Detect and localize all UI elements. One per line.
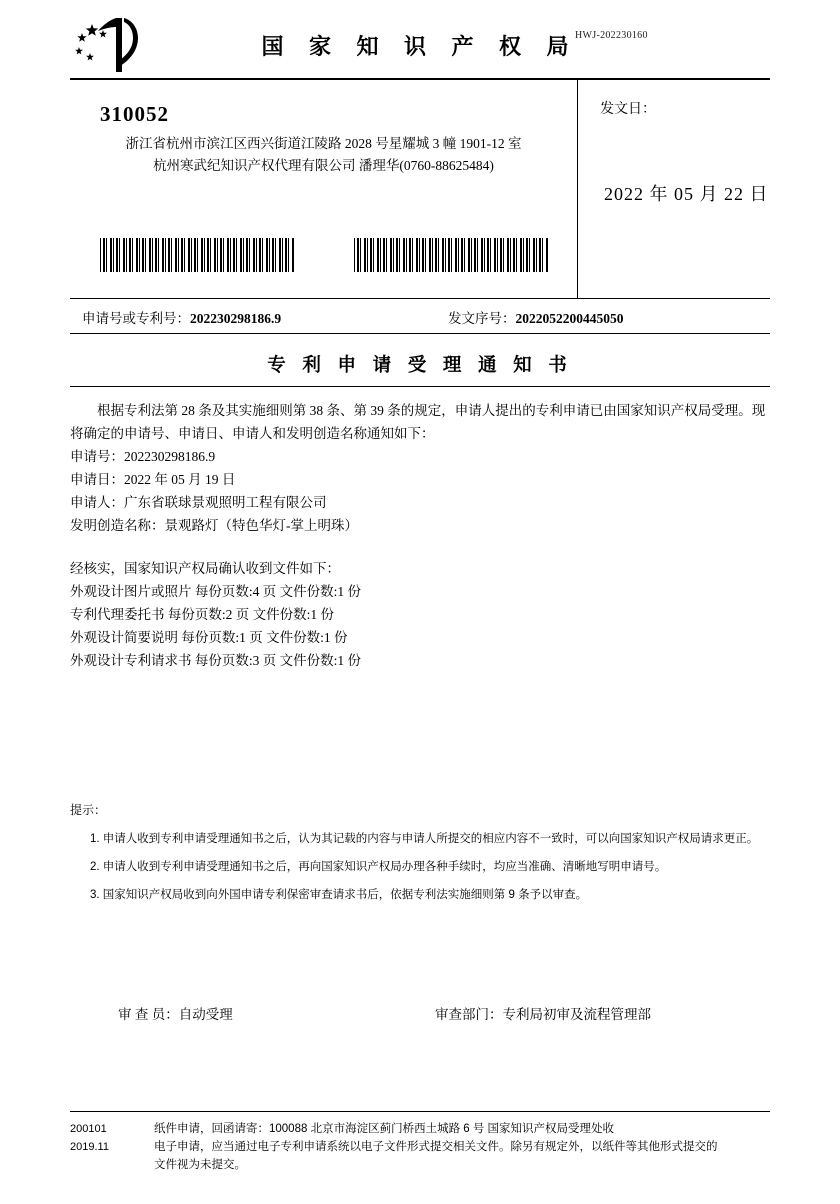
document-title: 专 利 申 请 受 理 通 知 书 [70,351,770,387]
barcode-group [70,238,578,272]
barcode-left [100,238,295,272]
application-number-label: 申请号或专利号： [82,311,190,326]
barcode-right [354,238,549,272]
body-spacer [70,537,770,557]
document-page [0,16,840,1204]
body-doc-item: 外观设计图片或照片 每份页数:4 页 文件份数:1 份 [70,584,362,599]
footer-code-1: 200101 [70,1123,107,1135]
signature-row [70,1003,770,1027]
body-paragraph-1: 根据专利法第 28 条及其实施细则第 38 条、第 39 条的规定，申请人提出的专利申请已由国家知识产权局受理。现将确定的申请号、申请日、申请人和发明创造名称通知如下： [70,403,766,441]
serial-number-field [448,307,624,327]
note-item: 2. 申请人收到专利申请受理通知书之后，再向国家知识产权局办理各种手续时，均应当准确、清晰地写明申请号。 [90,861,667,873]
footer-text-3: 文件视为未提交。 [154,1159,246,1171]
postcode: 310052 [100,102,169,126]
body-application-number: 申请号：202230298186.9 [70,449,216,464]
document-reference-code: HWJ-202230160 [575,30,648,41]
page-footer [70,1111,770,1174]
examiner-label: 审 查 员： [118,1007,179,1022]
body-application-date: 申请日：2022 年 05 月 19 日 [70,472,236,487]
footer-text-2: 电子申请，应当通过电子专利申请系统以电子文件形式提交相关文件。除另有规定外，以纸件等其他形式提交的 [154,1141,718,1153]
numbers-row [70,299,770,334]
note-item: 3. 国家知识产权局收到向外国申请专利保密审查请求书后，依据专利法实施细则第 9 条予以审查。 [90,889,588,901]
send-date-label: 发文日： [600,102,656,117]
notes-label: 提示： [70,803,107,817]
footer-text-1: 纸件申请，回函请寄：100088 北京市海淀区蓟门桥西土城路 6 号 国家知识产权局受理处收 [154,1123,615,1135]
body-invention-title: 发明创造名称：景观路灯（特色华灯-掌上明珠） [70,518,358,533]
body-applicant: 申请人：广东省联球景观照明工程有限公司 [70,495,327,510]
examiner-value: 自动受理 [178,1007,233,1022]
examiner-field [118,1003,233,1023]
department-label: 审查部门： [435,1007,503,1022]
address-date-block [70,80,770,299]
serial-number-label: 发文序号： [448,311,516,326]
body-doc-item: 专利代理委托书 每份页数:2 页 文件份数:1 份 [70,607,335,622]
department-field [435,1003,651,1023]
document-body [70,399,770,672]
body-confirm-header: 经核实，国家知识产权局确认收到文件如下： [70,561,340,576]
application-number-field [82,307,281,327]
footer-code-2: 2019.11 [70,1141,109,1153]
send-date-value: 2022 年 05 月 22 日 [604,184,769,204]
address-panel [70,80,578,298]
note-item: 1. 申请人收到专利申请受理通知书之后，认为其记载的内容与申请人所提交的相应内容不一致时，可以向国家知识产权局请求更正。 [90,833,759,845]
address-line-1: 浙江省杭州市滨江区西兴街道江陵路 2028 号星耀城 3 幢 1901-12 室 [125,136,522,151]
application-number-value: 202230298186.9 [190,311,282,326]
footer-row-electronic [70,1138,770,1174]
masthead [70,16,770,80]
department-value: 专利局初审及流程管理部 [502,1007,651,1022]
address-line-2: 杭州寒武纪知识产权代理有限公司 潘理华(0760-88625484) [153,158,494,173]
body-doc-item: 外观设计专利请求书 每份页数:3 页 文件份数:1 份 [70,653,362,668]
masthead-title: 国 家 知 识 产 权 局 [261,34,579,59]
notes-section [70,800,770,905]
footer-row-paper [70,1120,770,1138]
date-panel [578,80,770,298]
serial-number-value: 2022052200445050 [515,311,624,326]
body-doc-item: 外观设计简要说明 每份页数:1 页 文件份数:1 份 [70,630,348,645]
